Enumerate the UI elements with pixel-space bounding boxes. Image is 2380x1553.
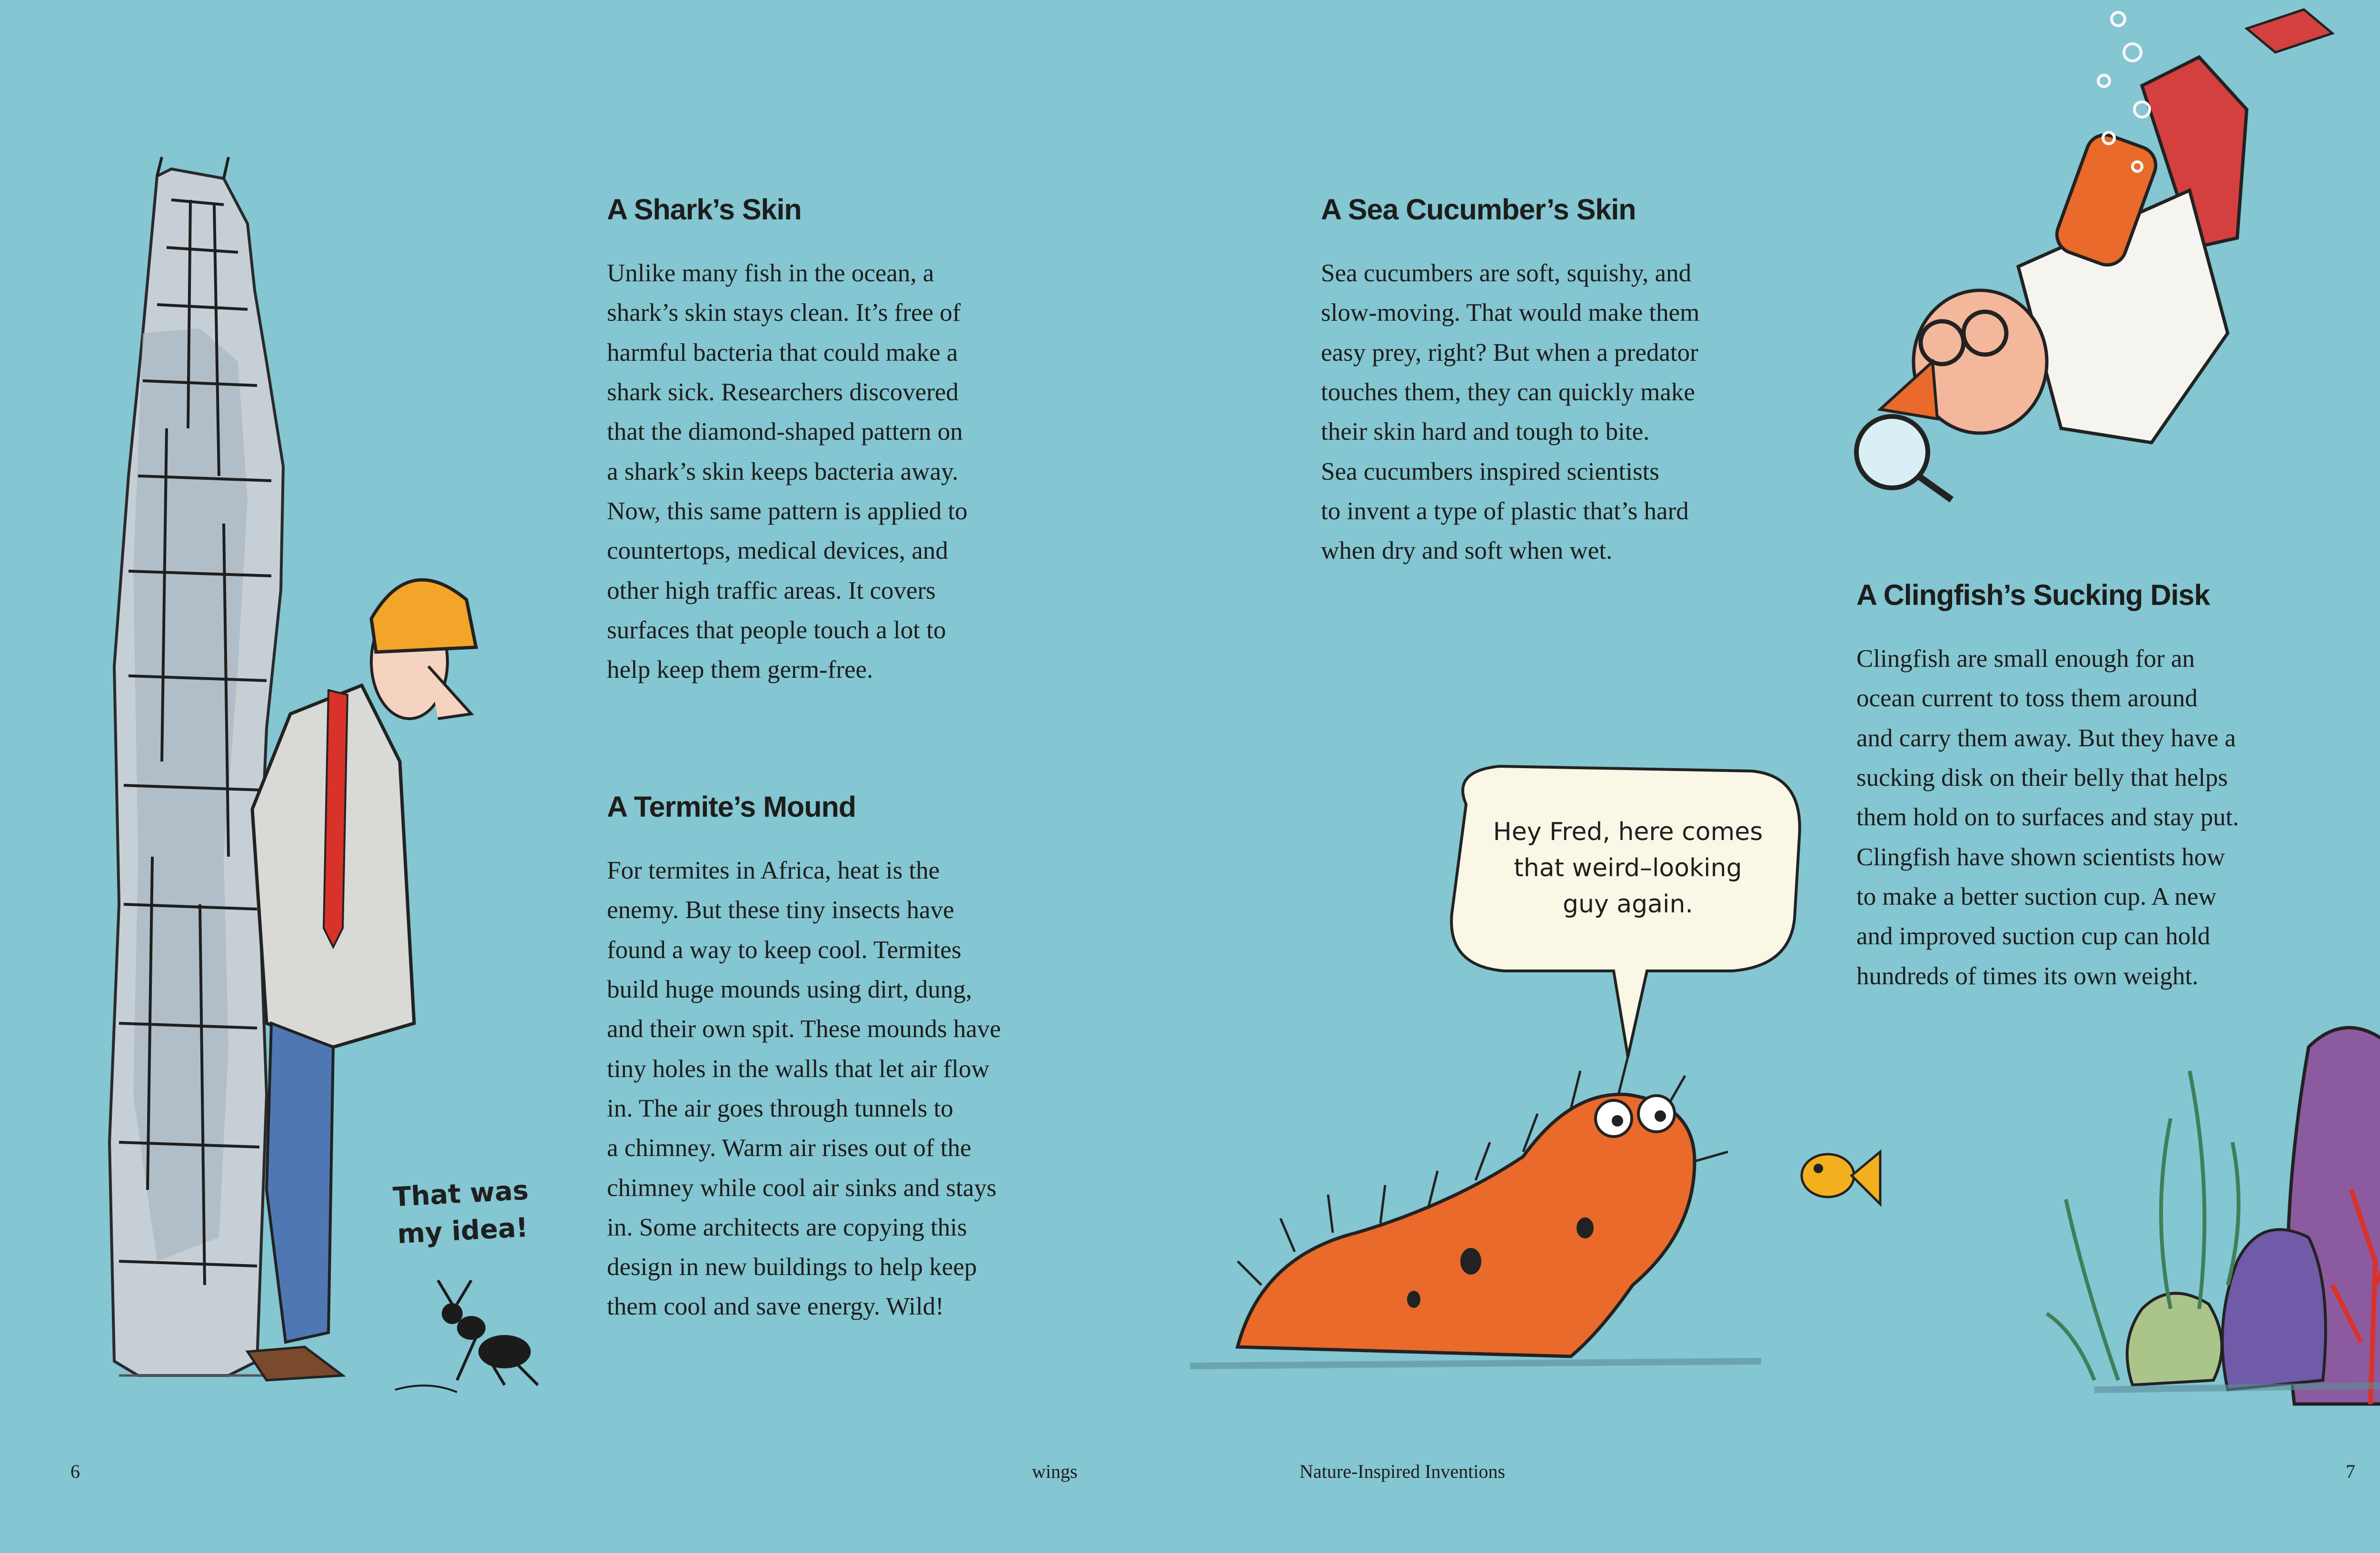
coral-reef-illustration	[2047, 1028, 2380, 1404]
speech-bubble-text: Hey Fred, here comes that weird–looking guy again.	[1493, 818, 1763, 919]
page-number-left: 6	[70, 1461, 80, 1482]
section-heading: A Termite’s Mound	[607, 791, 856, 823]
section-heading: A Sea Cucumber’s Skin	[1321, 193, 1636, 226]
section-heading: A Shark’s Skin	[607, 193, 802, 226]
section-termite-mound	[607, 790, 1154, 1327]
diver-scientist-illustration	[1856, 10, 2332, 500]
page-number-right: 7	[2346, 1461, 2355, 1482]
magazine-name: wings	[1032, 1461, 1078, 1482]
section-heading: A Clingfish’s Sucking Disk	[1856, 579, 2210, 611]
ant-illustration	[395, 1280, 538, 1392]
section-body: For termites in Africa, heat is the enemy. But these tiny insects have found a way to keep cool. Termites build huge mounds using dirt, dung, and their own spit. These mounds have tiny holes in the walls that let air flow in. The air goes through tunnels to a chimney. Warm air rises out of the chimney while cool air sinks and stays in. Some architects are copying this design in new buildings to help keep them cool and save energy. Wild!	[607, 857, 1001, 1321]
section-body: Unlike many fish in the ocean, a shark’s skin stays clean. It’s free of harmful bacteria that could make a shark sick. Researchers discovered that the diamond-shaped pattern on a shark’s skin keeps bacteria away. Now, this same pattern is applied to countertops, medical devices, and other high traffic areas. It covers surfaces that people touch a lot to help keep them germ-free.	[607, 259, 968, 684]
skyscraper-illustration	[109, 157, 283, 1375]
sea-cucumber-illustration	[1190, 1057, 1761, 1366]
engineer-illustration	[248, 580, 476, 1380]
section-shark-skin	[607, 193, 1130, 690]
section-body: Sea cucumbers are soft, squishy, and slow-moving. That would make them easy prey, right? But when a predator touches them, they can quickly make their skin hard and tough to bite. Sea cucumbers inspired scientists to invent a type of plastic that’s hard when dry and soft when wet.	[1321, 259, 1700, 565]
section-body: Clingfish are small enough for an ocean current to toss them around and carry them away. But they have a sucking disk on their belly that helps them hold on to surfaces and stay put. Clingfish have shown scientists how to make a better suction cup. A new and improved suction cup can hold hundreds of times its own weight.	[1856, 645, 2239, 990]
section-sea-cucumber-skin	[1321, 193, 1868, 571]
issue-title: Nature-Inspired Inventions	[1299, 1461, 1506, 1482]
section-clingfish-sucking-disk	[1856, 578, 2380, 996]
small-fish-illustration	[1802, 1152, 1880, 1204]
handwritten-note: That was my idea!	[392, 1175, 529, 1250]
